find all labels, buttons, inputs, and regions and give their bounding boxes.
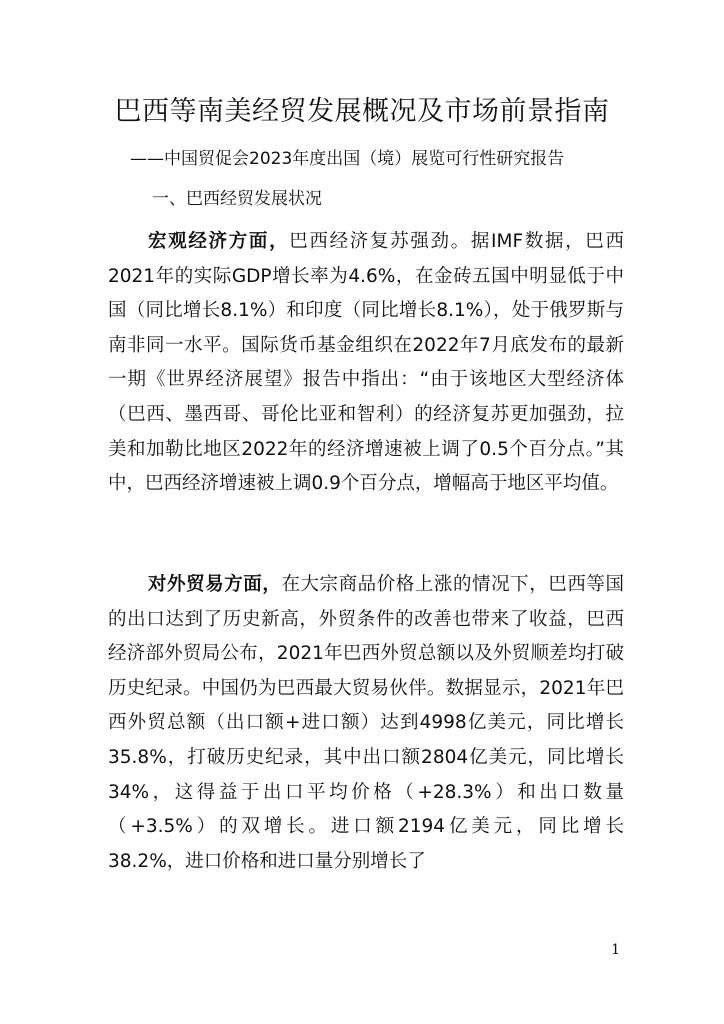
paragraph-text: 巴西经济复苏强劲。据IMF数据，巴西2021年的实际GDP增长率为4.6%，在金砖五国中明显低于中国（同比增长8.1%）和印度（同比增长8.1%），处于俄罗斯与南非同一水平。国际货币基金组织在2022年7月底发布的最新一期《世界经济展望》报告中指出：“由于该地区大型经济体（巴西、墨西哥、哥伦比亚和智利）的经济复苏更加强劲，拉美和加勒比地区2022年的经济增速被上调了0.5个百分点。”其中，巴西经济增速被上调0.9个百分点，增幅高于地区平均值。 [108,231,624,495]
section-heading: 一、巴西经贸发展状况 [152,189,322,209]
paragraph-lead: 宏观经济方面， [148,231,290,252]
paragraph-macro-economy [108,225,624,502]
paragraph-foreign-trade [108,568,624,879]
document-subtitle: ——中国贸促会2023年度出国（境）展览可行性研究报告 [130,149,565,169]
paragraph-lead: 对外贸易方面， [148,574,282,595]
paragraph-text: 在大宗商品价格上涨的情况下，巴西等国的出口达到了历史新高，外贸条件的改善也带来了收益，巴西经济部外贸局公布，2021年巴西外贸总额以及外贸顺差均打破历史纪录。中国仍为巴西最大贸易伙伴。数据显示，2021年巴西外贸总额（出口额+进口额）达到4998亿美元，同比增长35.8%，打破历史纪录，其中出口额2804亿美元，同比增长34%，这得益于出口平均价格（+28.3%）和出口数量（+3.5%）的双增长。进口额2194亿美元，同比增长38.2%，进口价格和进口量分别增长了 [108,574,624,872]
document-title: 巴西等南美经贸发展概况及市场前景指南 [114,96,610,127]
page-number: 1 [611,942,620,958]
